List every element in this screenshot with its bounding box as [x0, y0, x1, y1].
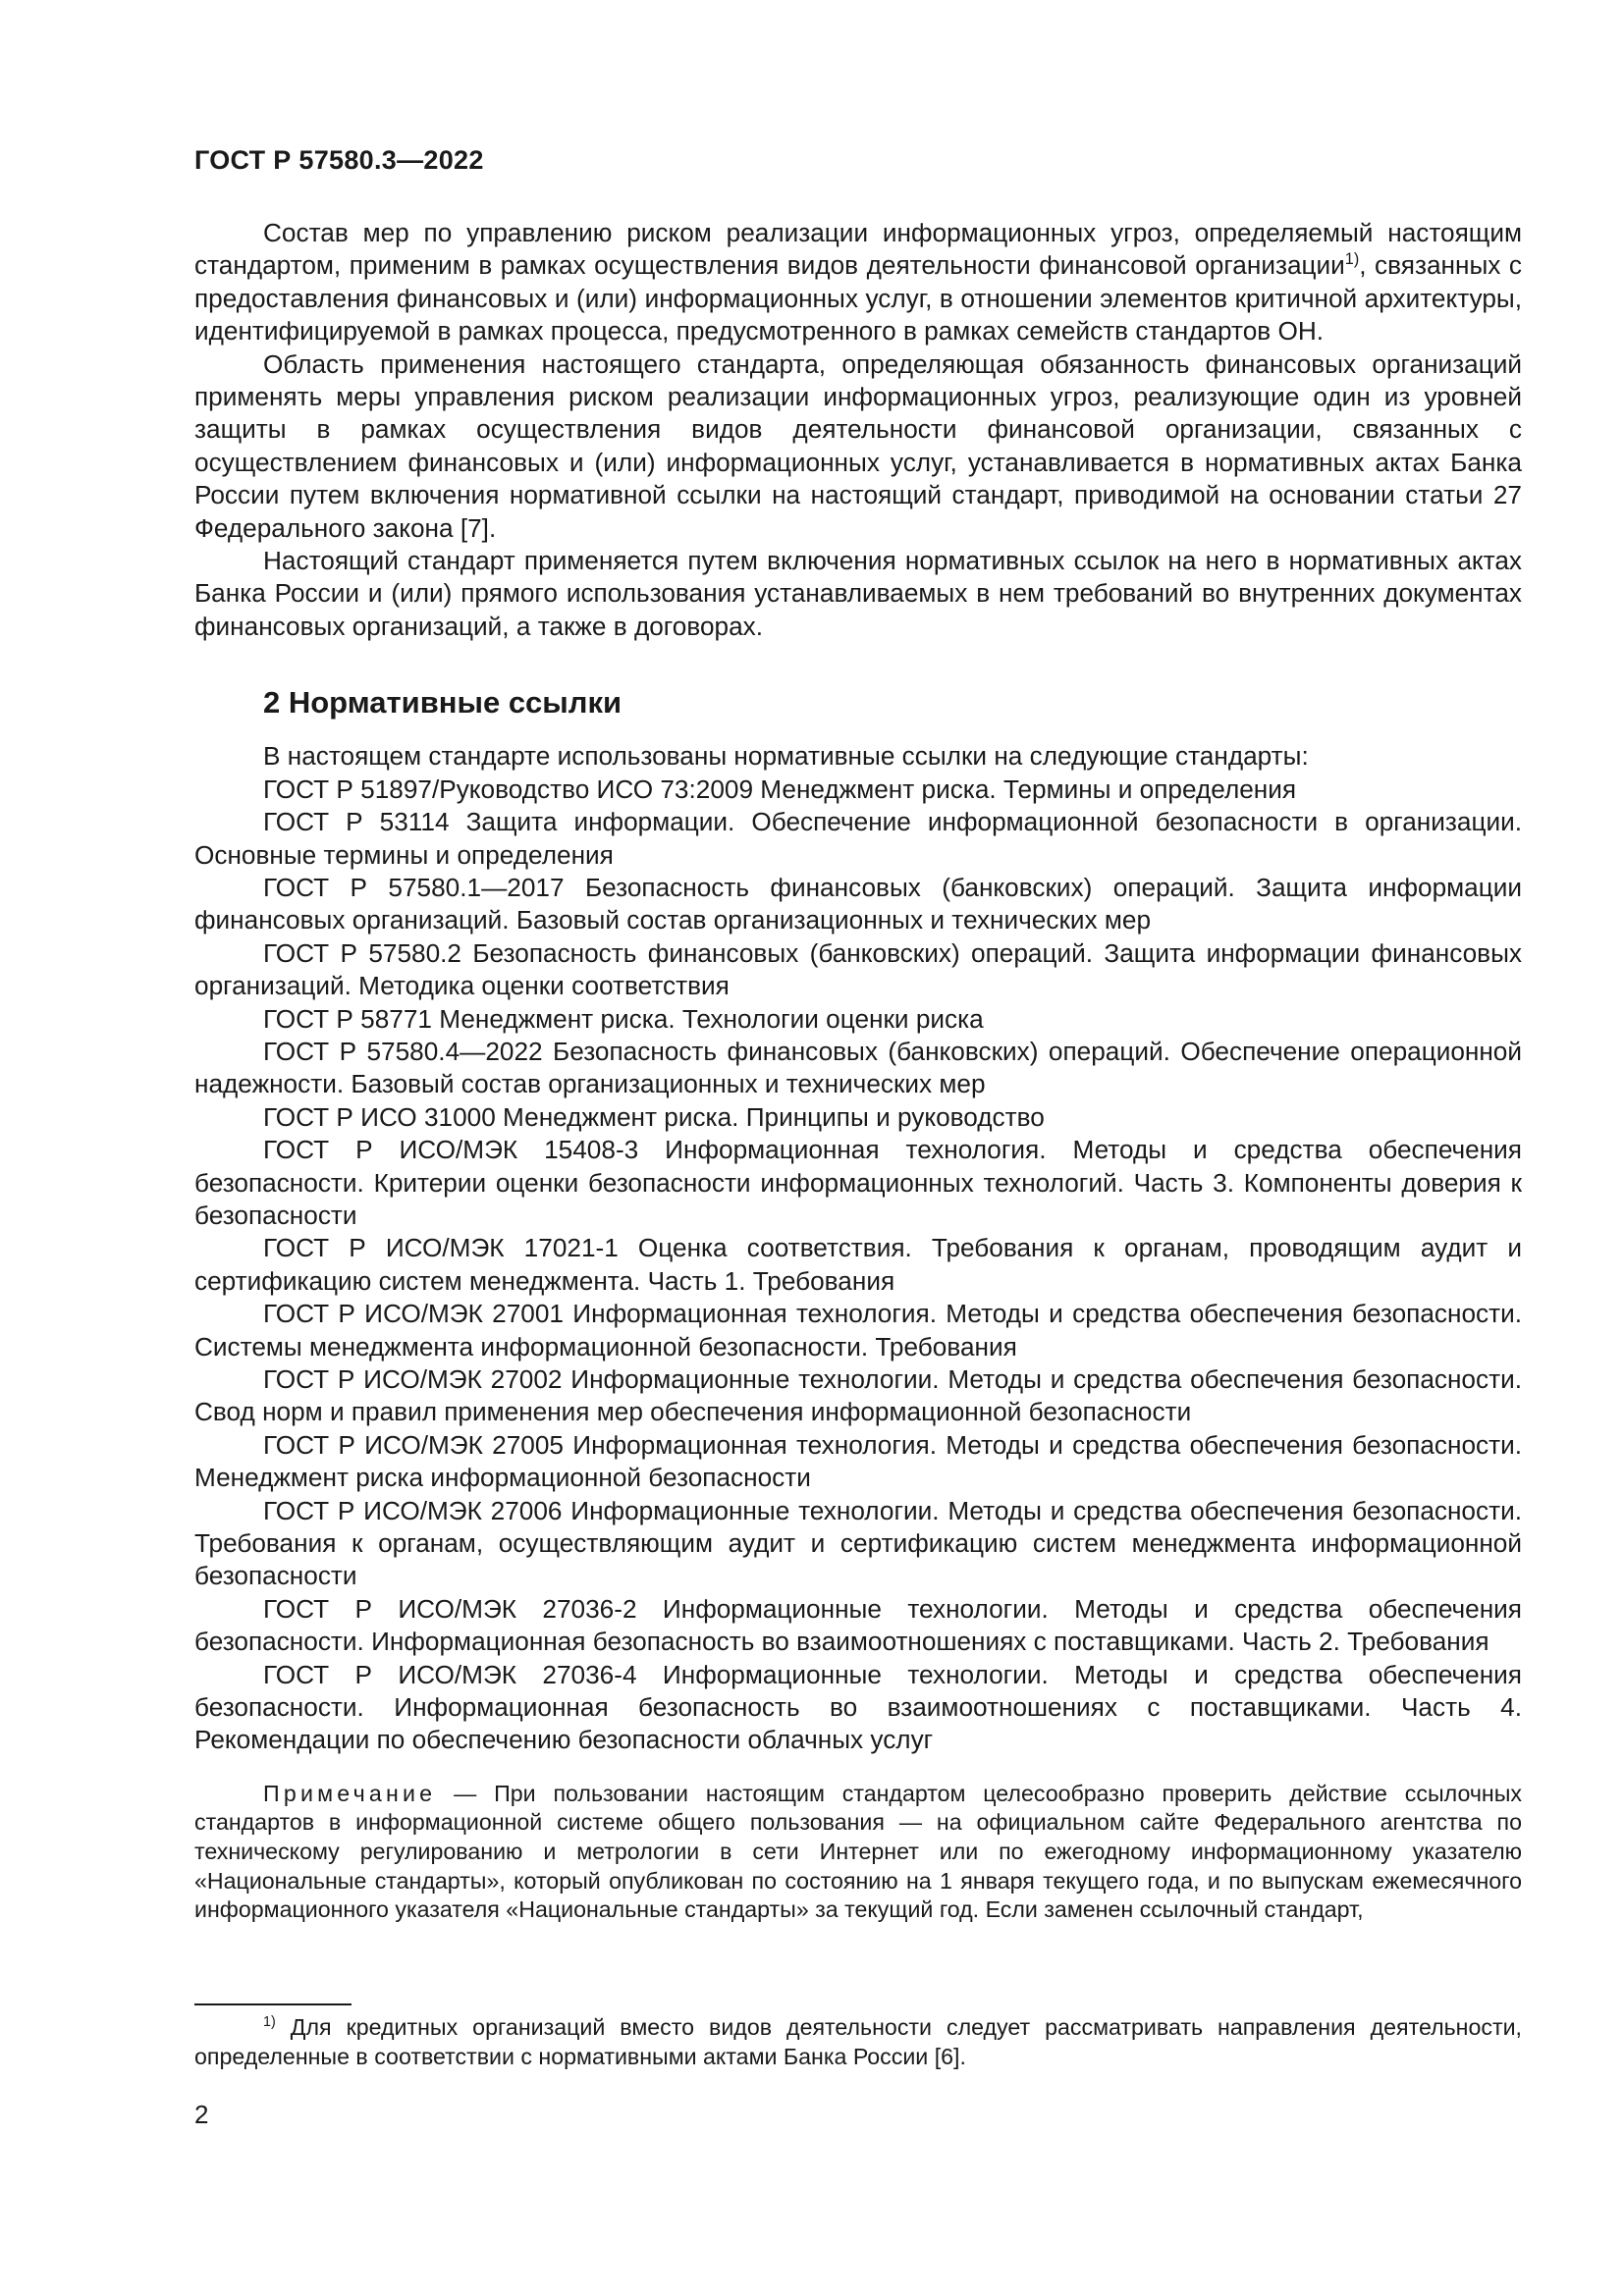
reference-item: ГОСТ Р ИСО 31000 Менеджмент риска. Принципы и руководство	[263, 1101, 1045, 1132]
intro-paragraph: Область применения настоящего стандарта, определяющая обязанность финансовых организаций применять меры управления риском реализации информационных угроз, реализующие один из уровней защиты в рамках осуществления видов деятельности финансовой организации, связанных с осуществлением финансовых и (или) информационных услуг, устанавливается в нормативных актах Банка России путем включения нормативной ссылки на настоящий стандарт, приводимой на основании статьи 27 Федерального закона [7].	[194, 348, 1522, 543]
note	[194, 1780, 1522, 1925]
document-header: ГОСТ Р 57580.3—2022	[194, 145, 484, 175]
footnote-mark: 1)	[1344, 250, 1360, 269]
reference-item: ГОСТ Р 58771 Менеджмент риска. Технологии оценки риска	[263, 1003, 984, 1034]
reference-item: ГОСТ Р ИСО/МЭК 27006 Информационные технологии. Методы и средства обеспечения безопасности. Требования к органам, осуществляющим аудит и сертификацию систем менеджмента информационной безопасности	[194, 1495, 1522, 1591]
footnote	[194, 2013, 1522, 2071]
footnote-divider	[194, 2003, 352, 2005]
reference-list	[194, 774, 1522, 1757]
note-text: — При пользовании настоящим стандартом целесообразно проверить действие ссылочных стандартов в информационной системе общего пользования — на официальном сайте Федерального агентства по техническому регулированию и метрологии в сети Интернет или по ежегодному информационному указателю «Национальные стандарты», который опубликован по состоянию на 1 января текущего года, и по выпускам ежемесячного информационного указателя «Национальные стандарты» за текущий год. Если заменен ссылочный стандарт,	[194, 1780, 1522, 1923]
reference-item: ГОСТ Р ИСО/МЭК 15408-3 Информационная технология. Методы и средства обеспечения безопасности. Критерии оценки безопасности информационных технологий. Часть 3. Компоненты доверия к безопасности	[194, 1135, 1522, 1230]
reference-item: ГОСТ Р ИСО/МЭК 27002 Информационные технологии. Методы и средства обеспечения безопасности. Свод норм и правил применения мер обеспечения информационной безопасности	[194, 1364, 1522, 1427]
intro-paragraph: Настоящий стандарт применяется путем включения нормативных ссылок на него в нормативных актах Банка России и (или) прямого использования устанавливаемых в нем требований во внутренних документах финансовых организаций, а также в договорах.	[194, 546, 1522, 641]
reference-item: ГОСТ Р 51897/Руководство ИСО 73:2009 Менеджмент риска. Термины и определения	[263, 774, 1297, 804]
reference-item: ГОСТ Р 53114 Защита информации. Обеспечение информационной безопасности в организации. Основные термины и определения	[194, 807, 1522, 870]
page-number: 2	[194, 2100, 209, 2129]
note-label: Примечание	[263, 1780, 437, 1806]
reference-item: ГОСТ Р 57580.2 Безопасность финансовых (банковских) операций. Защита информации финансовых организаций. Методика оценки соответствия	[194, 937, 1522, 1001]
reference-item: ГОСТ Р ИСО/МЭК 27005 Информационная технология. Методы и средства обеспечения безопасности. Менеджмент риска информационной безопасности	[194, 1429, 1522, 1493]
reference-item: ГОСТ Р ИСО/МЭК 27036-2 Информационные технологии. Методы и средства обеспечения безопасности. Информационная безопасность во взаимоотношениях с поставщиками. Часть 2. Требования	[194, 1593, 1522, 1657]
intro-paragraph	[194, 217, 1522, 348]
section-intro: В настоящем стандарте использованы нормативные ссылки на следующие стандарты:	[263, 741, 1309, 772]
reference-item: ГОСТ Р ИСО/МЭК 17021-1 Оценка соответствия. Требования к органам, проводящим аудит и сертификацию систем менеджмента. Часть 1. Требования	[194, 1233, 1522, 1296]
reference-item: ГОСТ Р ИСО/МЭК 27036-4 Информационные технологии. Методы и средства обеспечения безопасности. Информационная безопасность во взаимоотношениях с поставщиками. Часть 4. Рекомендации по обеспечению безопасности облачных услуг	[194, 1659, 1522, 1755]
document-page	[194, 145, 1522, 1925]
reference-item: ГОСТ Р 57580.4—2022 Безопасность финансовых (банковских) операций. Обеспечение операционной надежности. Базовый состав организационных и технических мер	[194, 1036, 1522, 1099]
footnote-text: Для кредитных организаций вместо видов деятельности следует рассматривать направления деятельности, определенные в соответствии с нормативными актами Банка России [6].	[194, 2014, 1522, 2069]
paragraph-text-continued: , связанных с предоставления финансовых и (или) информационных услуг, в отношении элементов критичной архитектуры, идентифицируемой в рамках процесса, предусмотренного в рамках семейств стандартов ОН.	[194, 250, 1522, 347]
paragraph-text: Состав мер по управлению риском реализации информационных угроз, определяемый настоящим стандартом, применим в рамках осуществления видов деятельности финансовой организации	[194, 218, 1522, 281]
reference-item: ГОСТ Р 57580.1—2017 Безопасность финансовых (банковских) операций. Защита информации финансовых организаций. Базовый состав организационных и технических мер	[194, 872, 1522, 935]
section-title: 2 Нормативные ссылки	[263, 685, 623, 721]
reference-item: ГОСТ Р ИСО/МЭК 27001 Информационная технология. Методы и средства обеспечения безопасности. Системы менеджмента информационной безопасности. Требования	[194, 1299, 1522, 1362]
footnote-mark: 1)	[263, 2014, 276, 2031]
